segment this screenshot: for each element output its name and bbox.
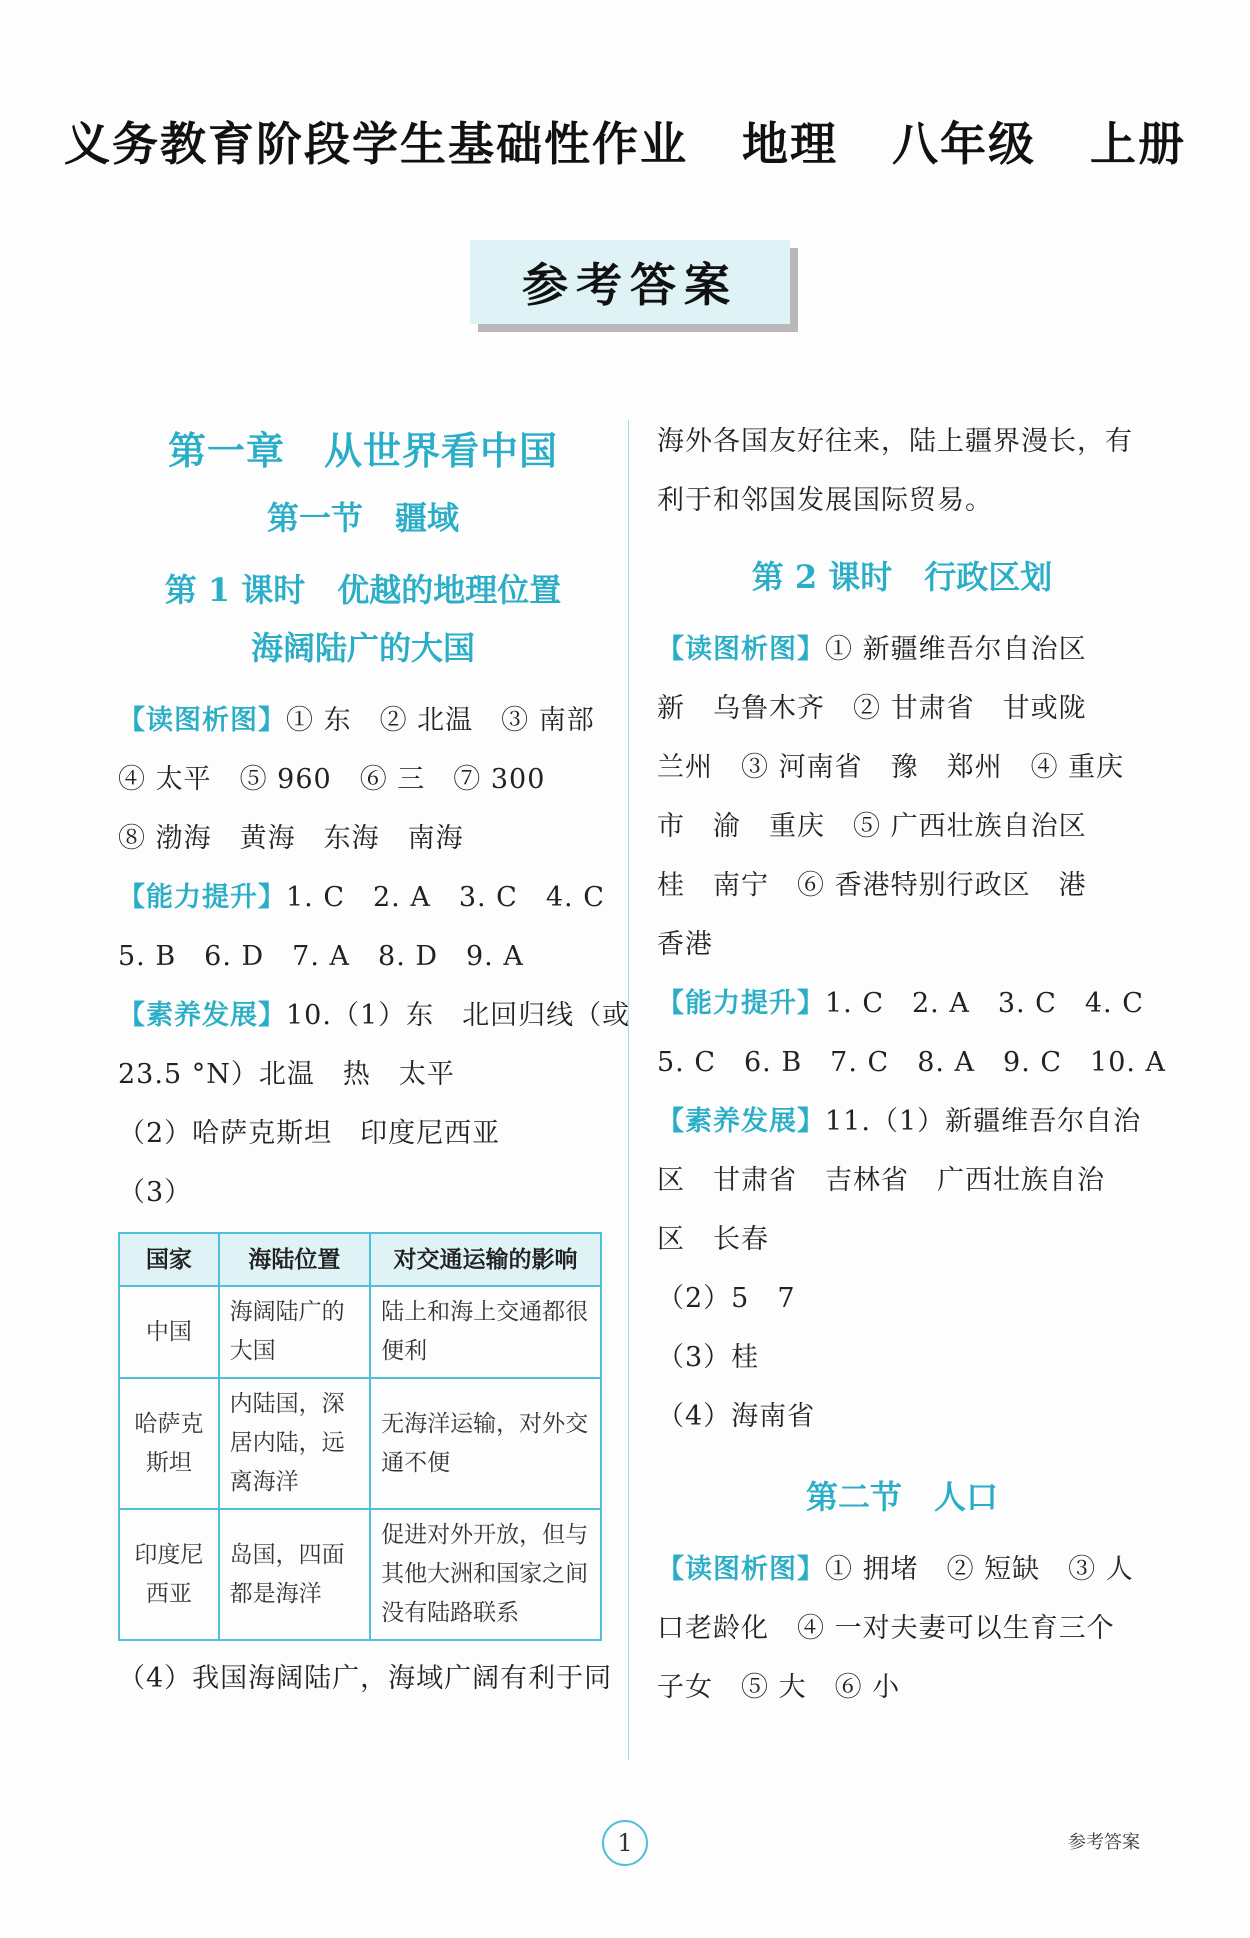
answer-text: 23.5 °N）北温 热 太平 — [118, 1059, 455, 1090]
answer-line — [657, 620, 1147, 679]
book-title-subject: 地理 — [741, 117, 838, 171]
book-title-grade: 八年级 — [892, 117, 1036, 171]
answer-text: 区 甘肃省 吉林省 广西壮族自治 — [657, 1165, 1105, 1196]
table-cell: 海阔陆广的大国 — [219, 1286, 370, 1378]
answer-line — [118, 1649, 613, 1708]
answer-line — [118, 1163, 608, 1222]
answer-line — [657, 974, 1147, 1033]
answer-table — [118, 1232, 602, 1641]
chapter-heading: 第一章 从世界看中国 — [167, 428, 558, 473]
answer-tag: 【读图析图】 — [657, 634, 825, 665]
answer-text: 1. C 2. A 3. C 4. C — [286, 882, 605, 913]
answer-text: 口老龄化 ④ 一对夫妻可以生育三个 — [657, 1613, 1115, 1644]
lesson-heading — [118, 561, 608, 677]
section-heading: 第二节 人口 — [805, 1478, 998, 1516]
answer-line — [657, 1151, 1147, 1210]
answer-line — [657, 1540, 1147, 1599]
book-title — [0, 108, 1250, 174]
answer-text: （3）桂 — [657, 1342, 760, 1373]
table-cell: 无海洋运输，对外交通不便 — [370, 1378, 601, 1509]
answer-text: 10.（1）东 北回归线（或 — [286, 1000, 631, 1031]
answer-line — [657, 1599, 1147, 1658]
answer-text: ① 拥堵 ② 短缺 ③ 人 — [825, 1554, 1134, 1585]
table-cell: 印度尼西亚 — [119, 1509, 219, 1640]
book-title-series: 义务教育阶段学生基础性作业 — [63, 117, 688, 171]
answer-line — [657, 471, 1147, 530]
table-header-cell: 对交通运输的影响 — [370, 1233, 601, 1286]
answer-text: 1. C 2. A 3. C 4. C — [825, 988, 1144, 1019]
lesson-heading: 第 2 课时 行政区划 — [751, 558, 1053, 596]
table-row — [119, 1286, 601, 1378]
table-cell: 中国 — [119, 1286, 219, 1378]
answer-line — [657, 738, 1147, 797]
answer-tag: 【能力提升】 — [118, 882, 286, 913]
answer-text: 5. B 6. D 7. A 8. D 9. A — [118, 941, 524, 972]
answer-line — [118, 927, 608, 986]
answer-text: （2）5 7 — [657, 1283, 796, 1314]
left-column — [118, 410, 631, 1708]
table-cell: 岛国，四面都是海洋 — [219, 1509, 370, 1640]
answer-text: 市 渝 重庆 ⑤ 广西壮族自治区 — [657, 811, 1087, 842]
answer-tag: 【读图析图】 — [118, 705, 286, 736]
answer-tag: 【素养发展】 — [118, 1000, 286, 1031]
answer-tag: 【读图析图】 — [657, 1554, 825, 1585]
answer-text: 子女 ⑤ 大 ⑥ 小 — [657, 1672, 901, 1703]
lesson-heading-line-1: 第 1 课时 优越的地理位置 — [164, 571, 562, 609]
answer-text: （4）海南省 — [657, 1401, 816, 1432]
answer-text: 香港 — [657, 929, 713, 960]
answer-line — [657, 412, 1147, 471]
answer-line — [657, 1092, 1147, 1151]
column-divider — [628, 420, 629, 1760]
answer-line — [118, 1045, 608, 1104]
answer-text: 兰州 ③ 河南省 豫 郑州 ④ 重庆 — [657, 752, 1125, 783]
book-title-volume: 上册 — [1090, 117, 1187, 171]
answer-text: ① 东 ② 北温 ③ 南部 — [286, 705, 595, 736]
answer-text: 海外各国友好往来，陆上疆界漫长，有 — [657, 426, 1133, 457]
table-row — [119, 1378, 601, 1509]
right-column — [657, 412, 1167, 1717]
answer-line — [657, 1328, 1147, 1387]
answer-line — [118, 868, 608, 927]
table-cell: 哈萨克斯坦 — [119, 1378, 219, 1509]
table-row — [119, 1509, 601, 1640]
table-cell: 促进对外开放，但与其他大洲和国家之间没有陆路联系 — [370, 1509, 601, 1640]
answer-text: （2）哈萨克斯坦 印度尼西亚 — [118, 1118, 501, 1149]
answer-line — [657, 1269, 1147, 1328]
answer-line — [657, 1033, 1167, 1092]
answer-text: 11.（1）新疆维吾尔自治 — [825, 1106, 1142, 1137]
page-number: 1 — [602, 1820, 648, 1866]
answer-line — [657, 915, 1147, 974]
answer-line — [118, 691, 608, 750]
answer-tag: 【素养发展】 — [657, 1106, 825, 1137]
table-cell: 内陆国，深居内陆，远离海洋 — [219, 1378, 370, 1509]
section-heading: 第一节 疆域 — [266, 499, 459, 537]
footer-label: 参考答案 — [1068, 1832, 1140, 1853]
answer-text: 利于和邻国发展国际贸易。 — [657, 485, 993, 516]
answer-text: ① 新疆维吾尔自治区 — [825, 634, 1087, 665]
answer-text: （3） — [118, 1177, 193, 1208]
answer-text: 5. C 6. B 7. C 8. A 9. C 10. A — [657, 1047, 1167, 1078]
answer-line — [657, 1658, 1147, 1717]
table-cell: 陆上和海上交通都很便利 — [370, 1286, 601, 1378]
answer-line — [118, 809, 608, 868]
answer-line — [657, 679, 1147, 738]
answer-tag: 【能力提升】 — [657, 988, 825, 1019]
answer-line — [657, 856, 1147, 915]
answer-line — [657, 1210, 1147, 1269]
answer-text: 区 长春 — [657, 1224, 769, 1255]
answer-text: ④ 太平 ⑤ 960 ⑥ 三 ⑦ 300 — [118, 764, 546, 795]
answer-banner: 参考答案 — [470, 240, 790, 324]
table-header-cell: 海陆位置 — [219, 1233, 370, 1286]
answer-line — [118, 1104, 608, 1163]
table-header-cell: 国家 — [119, 1233, 219, 1286]
answer-line — [118, 750, 608, 809]
answer-text: 新 乌鲁木齐 ② 甘肃省 甘或陇 — [657, 693, 1087, 724]
answer-line — [118, 986, 631, 1045]
lesson-heading-line-2: 海阔陆广的大国 — [250, 629, 475, 667]
answer-line — [657, 797, 1147, 856]
answer-text: （4）我国海阔陆广，海域广阔有利于同 — [118, 1663, 613, 1694]
answer-text: 桂 南宁 ⑥ 香港特别行政区 港 — [657, 870, 1087, 901]
table-header-row — [119, 1233, 601, 1286]
answer-text: ⑧ 渤海 黄海 东海 南海 — [118, 823, 464, 854]
answer-line — [657, 1387, 1147, 1446]
